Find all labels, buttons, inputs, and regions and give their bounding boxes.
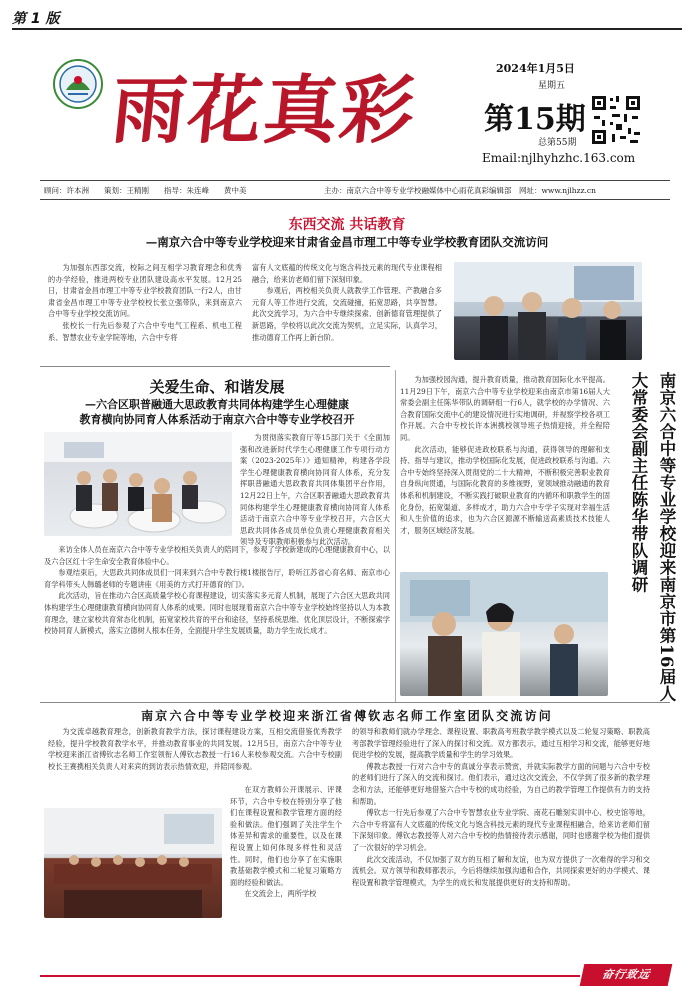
paragraph: 在交流会上，两所学校: [244, 889, 317, 899]
paragraph: 来访全体人员在南京六合中等专业学校相关负责人的陪同下，参观了学校新建成的心理健康教育中心，以及六合区红十字生命安全教育体验中心。: [44, 545, 390, 566]
paragraph: 参观结束后，大思政共同体成员们一同来到六合中专教行楼1楼报告厅，聆听江苏省心育名师、南京市心育学科带头人韩璐老师的专题讲座《用美的方式打开德育的门》。: [44, 568, 390, 589]
article4-col1-right: [230, 784, 342, 944]
article4-col2: [352, 726, 650, 942]
paragraph: 的领导和教师们就办学理念、课程设置、职教高考班教学教学模式以及二轮复习策略、职教高考部教学管理经验进行了深入的探讨和交流。双方都表示，通过互相学习和交流，能够更好地促进学校的发展，提高教学质量和学生的学习效果。: [352, 727, 650, 760]
column-divider: [395, 370, 396, 702]
paragraph: 为加强校园沟通，提升教育质量，推动教育国际化水平提高。11月29日下午，南京六合中等专业学校迎来由南京市第16届人大常委会副主任陈华带队的调研组一行6人，就学校的办学情况、六合教育国际交流中心的建设情况进行实地调研，并视察学校各项工作开展。六合中专校长许本洲携校领导班子热情迎接，并全程陪同。: [400, 375, 610, 442]
masthead-title: 雨花真彩: [107, 68, 421, 154]
article3-body: [400, 374, 610, 570]
edition-label: 第 1 版: [12, 11, 60, 27]
school-logo: [52, 58, 104, 110]
credits-rule-bottom: [40, 199, 670, 200]
article2-kicker: 关爱生命、和谐发展: [149, 378, 285, 396]
issue-email: Email:njlhyhzhc.163.com: [482, 151, 636, 165]
article1-col2: [252, 262, 442, 343]
footer-badge: 奋行致远: [580, 964, 673, 986]
article2-photo: [44, 432, 232, 536]
paragraph: 此次交流活动，不仅加强了双方的互相了解和友谊，也为双方提供了一次难得的学习和交流机会。双方领导和教师都表示，今后将继续加强沟通和合作，共同探索更好的办学模式、课程设置和教学管理模式，为学生的成长和发展提供更好的支持和帮助。: [352, 854, 650, 887]
footer-rule: [40, 975, 580, 977]
article4-photo: [44, 808, 222, 918]
article4-headline: 南京六合中等专业学校迎来浙江省傅钦志名师工作室团队交流访问: [141, 709, 553, 723]
paragraph: 此次活动，旨在推动六合区高质量学校心育课程建设，切实落实多元育人机制，展现了六合区大思政共同体构建学生心理健康教育横向协同育人体系的成果。同时也展现着南京六合中等专业学校始终坚持以人为本教育理念，建立家校共育常态化机制，拓宽家校共育的平台和途径，坚持系统思维、优化顶层设计，不断探索学校协同育人新模式，落实立德树人根本任务，全面提升学生发展质量，助力学生成长成才。: [44, 591, 390, 636]
paragraph: 为贯彻落实教育厅等15部门关于《全面加强和改进新时代学生心理健康工作专项行动方案（2023-2025年）》通知精神，构建各学段学生心理健康教育横向协同育人体系，充分发挥职普融通大思政教育共同体集团平台作用，12月22日上午，六合区职普融通大思政教育共同体构建学生心理健康教育横向协同育人体系活动于南京六合中等专业学校召开，六合区大思政共同体各成员单位负责心理健康教育相关领导及专职教师积极参与此次活动。: [240, 433, 390, 547]
paragraph: 在双方教师公开课展示、评课环节，六合中专校在特别分享了他们在课程设置和教学管理方面的经验和做法。他们强调了关注学生个体差异和需求的重要性，以及在课程设置上如何体现多样性和灵活性。同时，他们也分享了在实施职教基础教学模式和二轮复习策略方面的经验和做法。: [230, 785, 342, 887]
issue-total: 总第55期: [538, 138, 577, 148]
paragraph: 为加强东西部交流，校际之间互相学习教育理念和优秀的办学经验，推进两校专业团队建设高水平发展。12月25日，甘肃省金昌市理工中等专业学校教育团队一行2人，由甘肃省金昌市理工中等专业学校校长张立强带队，来到南京六合中等专业学校交流访问。: [48, 263, 242, 319]
paragraph: 张校长一行先后参观了六合中专电气工程系、机电工程系、智慧农业专业学院等地，六合中专将: [48, 320, 242, 342]
issue-number: 第15期: [484, 102, 586, 137]
article1-col1: [48, 262, 242, 343]
article1-subtitle: —南京六合中等专业学校迎来甘肃省金昌市理工中等专业学校教育团队交流访问: [145, 235, 549, 249]
issue-date: 2024年1月5日: [496, 62, 575, 75]
paragraph: 为交流卓越教育理念，创新教育教学方法，探讨课程建设方案，互相交流借鉴优秀教学经验，提升学校教育教学水平，并推动教育事业的共同发展。12月5日，南京六合中等专业学校迎来浙江省傅钦志名师工作室领衔人傅钦志教授一行16人来校参观交流。六合中专校副校长王赛携相关负责人对来宾的到访表示热情欢迎，并陪同参观。: [48, 727, 342, 771]
section-divider: [40, 702, 670, 703]
paragraph: 富有人文底蕴的传统文化与饱含科技元素的现代专业课程相融合，给来访老师们留下深刻印象。: [252, 263, 442, 284]
article3-photo: [400, 572, 608, 696]
edition-rule: [12, 28, 682, 30]
article3-headline: 南京六合中等专业学校迎来南京市第16届人大常委会副主任陈华带队调研: [629, 372, 676, 702]
section-divider: [40, 366, 390, 367]
article2-body: [44, 544, 390, 700]
qr-code: [590, 94, 642, 146]
paragraph: 此次活动，能够促进政校联系与沟通，获得领导的理解和支持、指导与建议，推动学校国际化发展，促进政校联系与沟通。六合中专始终坚持深入贯彻党的二十大精神，不断积极完善职业教育自身纵向贯通，与国际化教育的多维视野，宽领域推动融通的教育体系和机制建设，不断实践打破职业教育的内循环和职教学生的固化身份，拓宽渠道、多样成才，助力六合中专学子实现对幸福生活和人生价值的追求，也为六合区源源不断输送高素质技术技能人才，服务区域经济发展。: [400, 444, 610, 535]
credits-rule-top: [40, 180, 670, 181]
article1-photo: [454, 262, 642, 360]
article2-col-right: [240, 432, 390, 548]
paragraph: 参观后，两校相关负责人就教学工作管理、产教融合多元育人等工作进行交流，交流碰撞，拓宽思路，共享智慧。此次交流学习，为六合中专继续探索、创新德育管理提供了新思路，学校将以此次交流为契机，立足实际，认真学习，推动德育工作再上新台阶。: [252, 286, 442, 342]
credits-line: 顾问：许本洲 策划：王精刚 指导：朱连峰 黄中美: [44, 186, 247, 195]
sponsor-line: 主办：南京六合中等专业学校融媒体中心雨花真彩编辑部 网址：www.njlhzz.cn: [324, 186, 596, 195]
article2-subtitle-1: —六合区职普融通大思政教育共同体构建学生心理健康: [85, 398, 349, 411]
paragraph: 傅钦志一行先后参观了六合中专智慧农业专业学院、南花石雕刻实训中心、校史馆等地，六合中专将富有人文底蕴的传统文化与饱含科技元素的现代专业课程相融合，给来访老师们留下深刻印象。傅钦志教授等人对六合中专校的热情接待表示感谢，同时也感谢学校为他们提供了一次很好的学习机会。: [352, 808, 650, 852]
article1-kicker: 东西交流 共话教育: [288, 217, 406, 233]
article4-col1: [48, 726, 342, 780]
issue-weekday: 星期五: [538, 81, 566, 91]
paragraph: 傅教志教授一行对六合中专的真诚分享表示赞赏，并就实际教学方面的问题与六合中专校的老师们进行了深入的交流和探讨。他们表示，通过这次交流会，不仅学到了很多新的教学理念和方法，还能够更好地借鉴六合中专校的成功经验，为自己的教学管理工作提供有力的支持和帮助。: [352, 761, 650, 806]
article2-subtitle-2: 教育横向协同育人体系活动于南京六合中等专业学校召开: [79, 413, 355, 426]
